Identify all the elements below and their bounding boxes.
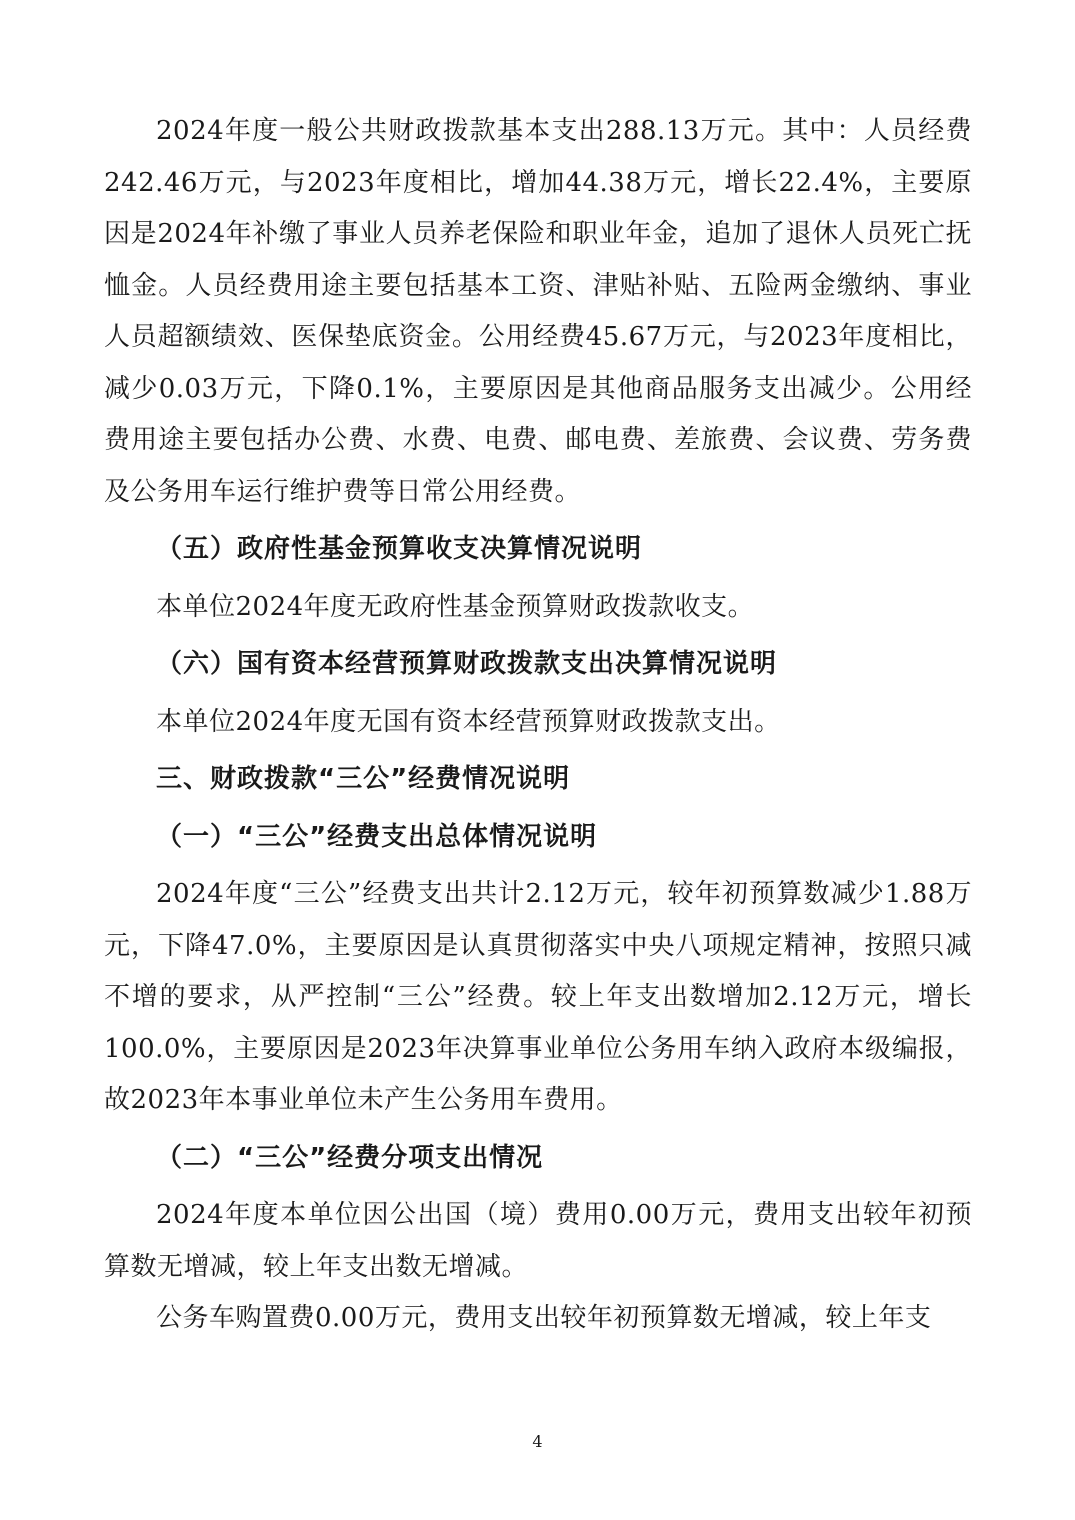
- paragraph-vehicle-purchase: 公务车购置费0.00万元，费用支出较年初预算数无增减，较上年支: [156, 1303, 932, 1333]
- paragraph-state-capital: 本单位2024年度无国有资本经营预算财政拨款支出。: [156, 706, 781, 737]
- document-body: [104, 106, 972, 1345]
- heading-three-public-overall: （一）“三公”经费支出总体情况说明: [156, 821, 598, 852]
- heading-three-public-expenses: 三、财政拨款“三公”经费情况说明: [156, 764, 571, 794]
- paragraph-three-public-overall: 2024年度“三公”经费支出共计2.12万元，较年初预算数减少1.88万元，下降47.0%，主要原因是认真贯彻落实中央八项规定精神，按照只减不增的要求，从严控制“三公”经费。较上年支出数增加2.12万元，增长100.0%，主要原因是2023年决算事业单位公务用车纳入政府本级编报，故2023年本事业单位未产生公务用车费用。: [104, 879, 972, 1115]
- paragraph-basic-expenditure: 2024年度一般公共财政拨款基本支出288.13万元。其中：人员经费242.46万元，与2023年度相比，增加44.38万元，增长22.4%，主要原因是2024年补缴了事业人员养老保险和职业年金，追加了退休人员死亡抚恤金。人员经费用途主要包括基本工资、津贴补贴、五险两金缴纳、事业人员超额绩效、医保垫底资金。公用经费45.67万元，与2023年度相比，减少0.03万元，下降0.1%，主要原因是其他商品服务支出减少。公用经费用途主要包括办公费、水费、电费、邮电费、差旅费、会议费、劳务费及公务用车运行维护费等日常公用经费。: [104, 116, 972, 507]
- page-number: 4: [532, 1432, 543, 1451]
- heading-government-fund: （五）政府性基金预算收支决算情况说明: [156, 534, 643, 564]
- heading-state-capital: （六）国有资本经营预算财政拨款支出决算情况说明: [156, 649, 778, 679]
- paragraph-overseas-travel: 2024年度本单位因公出国（境）费用0.00万元，费用支出较年初预算数无增减，较上年支出数无增减。: [104, 1200, 972, 1282]
- heading-three-public-itemized: （二）“三公”经费分项支出情况: [156, 1142, 544, 1173]
- paragraph-government-fund: 本单位2024年度无政府性基金预算财政拨款收支。: [156, 591, 755, 622]
